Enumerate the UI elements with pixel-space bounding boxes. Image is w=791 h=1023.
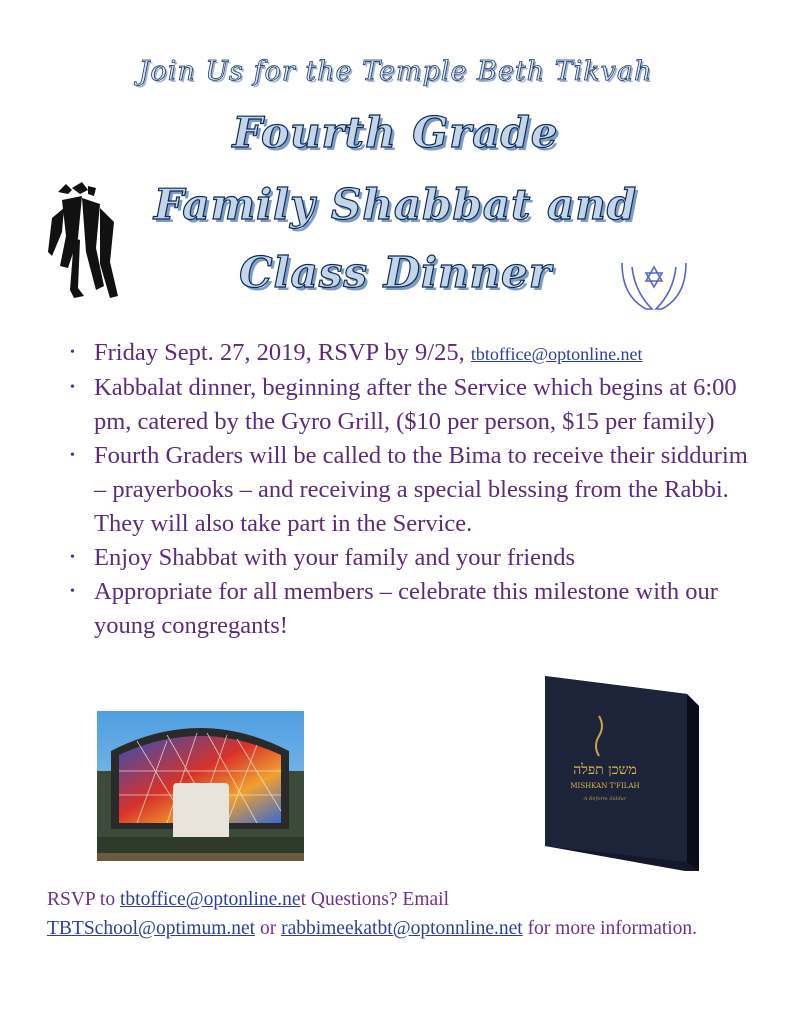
list-item: • Appropriate for all members – celebrate this milestone with our young congregants! — [68, 575, 748, 643]
footer-contact — [47, 885, 737, 943]
footer-suffix: for more information. — [522, 918, 698, 939]
event-details-list — [68, 336, 748, 643]
list-item: • Kabbalat dinner, beginning after the Service which begins at 6:00 pm, catered by the Gyro Grill, ($10 per person, $15 per family) — [68, 371, 748, 439]
book-english-title: MISHKAN T'FILAH — [570, 782, 640, 790]
rabbi-email-link[interactable]: rabbimeekatbt@optonnline.net — [281, 918, 523, 939]
or-text: or — [255, 918, 282, 939]
hands-star-of-david-icon — [616, 253, 692, 313]
dancing-figures-icon — [48, 178, 124, 300]
list-item: • Fourth Graders will be called to the Bima to receive their siddurim – prayerbooks – and receiving a special blessing from the Rabbi. They will also take part in the Service. — [68, 439, 748, 541]
list-item: • Enjoy Shabbat with your family and your friends — [68, 541, 748, 575]
rsvp-email-link[interactable]: tbtoffice@optonline.ne — [119, 889, 301, 910]
temple-photo — [97, 711, 304, 861]
school-email-link[interactable]: TBTSchool@optimum.net — [47, 918, 256, 939]
title-line-1: Fourth Grade — [232, 108, 559, 157]
questions-text: Questions? Email — [306, 889, 449, 910]
book-hebrew-title: משכן תפלה — [573, 762, 637, 778]
list-item — [68, 336, 748, 371]
title-line-3: Class Dinner — [239, 248, 552, 297]
rsvp-prefix: RSVP to — [47, 889, 120, 910]
date-rsvp-text: Friday Sept. 27, 2019, RSVP by 9/25, — [94, 339, 471, 366]
book-subtitle: A Reform Siddur — [583, 796, 627, 802]
subtitle-heading: Join Us for the Temple Beth Tikvah — [138, 56, 653, 87]
prayerbook-image — [535, 676, 699, 871]
rsvp-email-tail: t — [300, 889, 307, 910]
title-line-2: Family Shabbat and — [153, 180, 638, 229]
office-email-link[interactable]: tbtoffice@optonline.net — [470, 344, 643, 364]
